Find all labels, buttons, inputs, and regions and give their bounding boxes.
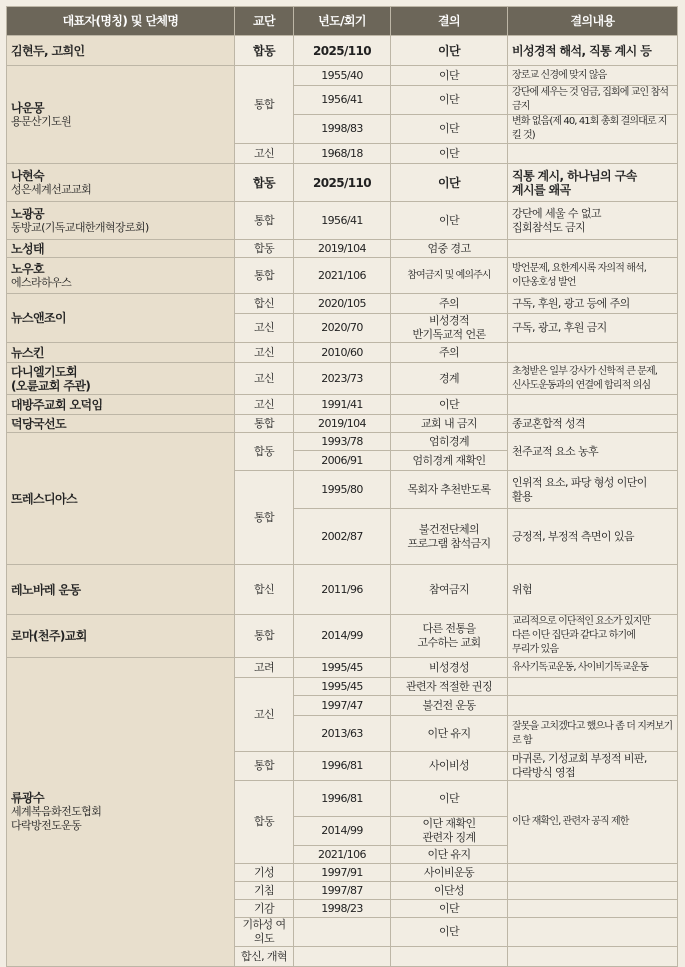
table-row <box>7 395 678 415</box>
table-cell: 2025/110 <box>294 164 391 202</box>
table-row <box>7 343 678 363</box>
table-cell: 고려 <box>235 658 294 678</box>
table-cell: 2010/60 <box>294 343 391 363</box>
cell-line: 김현두, 고희인 <box>11 43 85 58</box>
table-row <box>7 433 678 451</box>
table-cell <box>7 164 235 202</box>
table-cell: 고신 <box>235 395 294 415</box>
table-cell: 2013/63 <box>294 716 391 752</box>
header-resolution: 결의 <box>391 7 508 36</box>
table-cell: 1956/41 <box>294 202 391 240</box>
table-row <box>7 363 678 395</box>
cell-line: 용문산기도원 <box>11 114 72 128</box>
table-row <box>7 36 678 66</box>
table-cell: 1955/40 <box>294 66 391 86</box>
table-cell: 1995/80 <box>294 471 391 509</box>
header-year-session: 년도/회기 <box>294 7 391 36</box>
header-resolution-content: 결의내용 <box>508 7 678 36</box>
cell-line: 반기독교적 언론 <box>412 328 486 341</box>
table-cell: 이단 <box>391 86 508 115</box>
table-cell <box>391 615 508 658</box>
table-cell: 엄히경계 재확인 <box>391 451 508 471</box>
header-row <box>7 7 678 36</box>
table-row <box>7 164 678 202</box>
table-cell: 이단 재확인, 관련자 공직 제한 <box>508 781 678 864</box>
table-cell: 이단 <box>391 66 508 86</box>
table-cell: 이단 <box>391 36 508 66</box>
table-cell: 기성 <box>235 864 294 882</box>
table-cell <box>7 66 235 164</box>
table-cell: 주의 <box>391 343 508 363</box>
table-row <box>7 658 678 678</box>
table-cell: 고신 <box>235 144 294 164</box>
table-cell <box>508 343 678 363</box>
table-cell: 1996/81 <box>294 781 391 817</box>
table-cell: 기침 <box>235 882 294 900</box>
cell-line: 다락방전도운동 <box>11 819 82 832</box>
table-cell: 경계 <box>391 363 508 395</box>
cell-line: 초청받은 일부 강사가 신학적 큰 문제, <box>512 365 658 377</box>
table-cell <box>508 202 678 240</box>
table-row <box>7 294 678 314</box>
cell-line: 대방주교회 오덕임 <box>11 397 103 412</box>
cell-line: 교리적으로 이단적인 요소가 있지만 <box>512 616 651 627</box>
cell-line: 노성태 <box>11 241 44 256</box>
table-cell: 사이비운동 <box>391 864 508 882</box>
cell-line: 노광공 <box>11 206 44 221</box>
cell-line: 불건전단체의 <box>418 522 480 536</box>
table-cell: 위험 <box>508 565 678 615</box>
table-cell: 이단 <box>391 395 508 415</box>
table-cell: 이단 <box>391 781 508 817</box>
table-cell <box>7 294 235 343</box>
cell-line: 비성경적 <box>428 314 470 327</box>
table-cell: 1998/23 <box>294 900 391 918</box>
table-cell <box>7 415 235 433</box>
table-cell: 2011/96 <box>294 565 391 615</box>
table-cell <box>294 918 391 947</box>
cell-line: 마귀론, 기성교회 부정적 비판, <box>512 752 647 765</box>
cell-line: 성은세계선교교회 <box>11 182 92 196</box>
table-cell: 이단 <box>391 115 508 144</box>
cell-line: 레노바레 운동 <box>11 582 81 597</box>
table-cell: 합신 <box>235 565 294 615</box>
table-cell <box>508 882 678 900</box>
table-cell <box>508 471 678 509</box>
table-cell <box>508 900 678 918</box>
cell-line: 방언문제, 요한계시록 자의적 해석, <box>512 262 647 274</box>
table-cell: 1997/47 <box>294 696 391 716</box>
table-cell: 엄히경계 <box>391 433 508 451</box>
cell-line: 다른 전통을 <box>422 622 476 635</box>
table-cell: 1956/41 <box>294 86 391 115</box>
table-cell: 엄중 경고 <box>391 240 508 258</box>
table-cell: 이단 <box>391 144 508 164</box>
table-row <box>7 240 678 258</box>
table-cell: 유사기독교운동, 사이비기독교운동 <box>508 658 678 678</box>
cell-line: 류광수 <box>11 791 44 805</box>
table-cell <box>508 240 678 258</box>
cell-line: 프로그램 참석금지 <box>407 536 491 550</box>
table-cell <box>508 395 678 415</box>
table-cell <box>391 947 508 967</box>
cell-line: 뜨레스디아스 <box>11 491 77 506</box>
cell-line: 로마(천주)교회 <box>11 629 87 643</box>
table-cell: 2006/91 <box>294 451 391 471</box>
table-cell <box>508 918 678 947</box>
table-cell <box>294 947 391 967</box>
table-cell <box>508 363 678 395</box>
table-cell: 이단 유지 <box>391 716 508 752</box>
table-cell <box>7 395 235 415</box>
cell-line: 고수하는 교회 <box>417 636 481 649</box>
table-cell: 2014/99 <box>294 615 391 658</box>
cell-line: (오륜교회 주관) <box>11 378 91 393</box>
table-cell: 합동 <box>235 36 294 66</box>
table-cell: 2021/106 <box>294 846 391 864</box>
table-cell <box>391 817 508 846</box>
table-cell <box>7 565 235 615</box>
cell-line: 이단 재확인 <box>422 817 476 830</box>
table-cell <box>508 615 678 658</box>
table-cell <box>391 314 508 343</box>
cell-line: 나운몽 <box>11 100 44 115</box>
table-cell: 2014/99 <box>294 817 391 846</box>
table-cell <box>508 678 678 696</box>
table-cell: 1995/45 <box>294 678 391 696</box>
table-cell: 통합 <box>235 202 294 240</box>
table-cell <box>7 343 235 363</box>
table-cell: 이단 <box>391 202 508 240</box>
header-name: 대표자(명칭) 및 단체명 <box>7 7 235 36</box>
table-header <box>7 7 678 36</box>
table-cell <box>7 433 235 565</box>
cell-line: 동방교(기독교대한개혁장로회) <box>11 220 149 234</box>
cell-line: 직통 계시, 하나님의 구속 <box>512 168 637 183</box>
table-cell: 2020/70 <box>294 314 391 343</box>
table-cell: 강단에 세우는 것 엄금, 집회에 교인 참석금지 <box>508 86 678 115</box>
table-cell: 기하성 여의도 <box>235 918 294 947</box>
table-cell: 1998/83 <box>294 115 391 144</box>
table-cell: 잘못을 고치겠다고 했으나 좀 더 지켜보기로 함 <box>508 716 678 752</box>
table-row <box>7 565 678 615</box>
table-cell: 1997/87 <box>294 882 391 900</box>
table-cell <box>508 864 678 882</box>
cell-line: 뉴스킨 <box>11 345 44 360</box>
table-cell <box>7 202 235 240</box>
table-cell: 교회 내 금지 <box>391 415 508 433</box>
table-cell: 통합 <box>235 752 294 781</box>
cell-line: 이단옹호성 발언 <box>512 276 576 288</box>
cell-line: 집회참석도 금지 <box>512 220 586 234</box>
table-cell <box>508 947 678 967</box>
table-cell: 2002/87 <box>294 509 391 565</box>
table-cell: 주의 <box>391 294 508 314</box>
table-row <box>7 415 678 433</box>
table-cell: 1991/41 <box>294 395 391 415</box>
cell-line: 신사도운동과의 연결에 합리적 의심 <box>512 379 651 391</box>
table-cell: 천주교적 요소 농후 <box>508 433 678 471</box>
table-cell: 이단 유지 <box>391 846 508 864</box>
table-cell <box>7 258 235 294</box>
cell-line: 계시를 왜곡 <box>512 182 571 197</box>
table-body <box>7 36 678 967</box>
table-cell: 참여금지 및 예의주시 <box>391 258 508 294</box>
table-cell <box>7 615 235 658</box>
table-cell: 고신 <box>235 363 294 395</box>
table-cell <box>391 509 508 565</box>
table-cell <box>7 36 235 66</box>
table-cell: 목회자 추천반도록 <box>391 471 508 509</box>
table-cell: 통합 <box>235 471 294 565</box>
table-cell: 합동 <box>235 433 294 471</box>
table-cell <box>7 240 235 258</box>
table-cell: 고신 <box>235 678 294 752</box>
table-row <box>7 202 678 240</box>
table-cell <box>7 658 235 967</box>
heresy-resolution-table <box>6 6 678 967</box>
cell-line: 인위적 요소, 파당 형성 이단이 <box>512 475 647 489</box>
cell-line: 세계복음화전도협회 <box>11 805 102 818</box>
header-denomination: 교단 <box>235 7 294 36</box>
cell-line: 뉴스앤조이 <box>11 311 66 325</box>
table-row <box>7 258 678 294</box>
table-cell <box>508 696 678 716</box>
table-cell: 합신 <box>235 294 294 314</box>
table-row <box>7 66 678 86</box>
table-cell: 1995/45 <box>294 658 391 678</box>
table-cell: 1996/81 <box>294 752 391 781</box>
cell-line: 강단에 세울 수 없고 <box>512 206 601 220</box>
table-cell: 비성경적 해석, 직통 계시 등 <box>508 36 678 66</box>
cell-line: 무리가 있음 <box>512 644 559 655</box>
cell-line: 노우호 <box>11 261 44 276</box>
table-cell: 2019/104 <box>294 415 391 433</box>
table-cell: 이단성 <box>391 882 508 900</box>
table-cell: 2019/104 <box>294 240 391 258</box>
table-cell: 기감 <box>235 900 294 918</box>
cell-line: 에스라하우스 <box>11 275 72 289</box>
table-cell: 긍정적, 부정적 측면이 있음 <box>508 509 678 565</box>
table-cell: 이단 <box>391 918 508 947</box>
table-cell: 비성경성 <box>391 658 508 678</box>
table-cell <box>508 752 678 781</box>
table-cell: 1993/78 <box>294 433 391 451</box>
table-cell: 통합 <box>235 415 294 433</box>
table-cell: 1968/18 <box>294 144 391 164</box>
cell-line: 활용 <box>512 489 533 503</box>
table-cell <box>508 258 678 294</box>
table-cell <box>508 164 678 202</box>
table-cell: 통합 <box>235 615 294 658</box>
cell-line: 나현숙 <box>11 168 44 183</box>
table-cell: 합동 <box>235 781 294 864</box>
table-cell: 1997/91 <box>294 864 391 882</box>
table-cell: 불건전 운동 <box>391 696 508 716</box>
table-cell: 2020/105 <box>294 294 391 314</box>
table-cell: 사이비성 <box>391 752 508 781</box>
table-cell: 2025/110 <box>294 36 391 66</box>
table-cell: 구독, 후원, 광고 등에 주의 <box>508 294 678 314</box>
cell-line: 다락방식 영접 <box>512 766 576 779</box>
table-cell: 고신 <box>235 314 294 343</box>
table-cell: 합동 <box>235 240 294 258</box>
table-row <box>7 615 678 658</box>
table-cell: 구독, 광고, 후원 금지 <box>508 314 678 343</box>
table-cell: 합동 <box>235 164 294 202</box>
table-cell <box>7 363 235 395</box>
table-cell: 합신, 개혁 <box>235 947 294 967</box>
cell-line: 다른 이단 집단과 같다고 하기에 <box>512 630 635 641</box>
table-cell: 변화 없음(제 40, 41회 총회 결의대로 지킬 것) <box>508 115 678 144</box>
table-cell: 2023/73 <box>294 363 391 395</box>
table-cell: 참여금지 <box>391 565 508 615</box>
cell-line: 관련자 징계 <box>422 831 476 844</box>
table-cell: 이단 <box>391 900 508 918</box>
table-cell: 고신 <box>235 343 294 363</box>
cell-line: 다니엘기도회 <box>11 364 77 379</box>
table-cell: 종교혼합적 성격 <box>508 415 678 433</box>
table-cell: 통합 <box>235 258 294 294</box>
table-cell <box>508 144 678 164</box>
table-cell: 관련자 적절한 권징 <box>391 678 508 696</box>
table-cell: 장로교 신경에 맞지 않음 <box>508 66 678 86</box>
table-cell: 이단 <box>391 164 508 202</box>
table-cell: 2021/106 <box>294 258 391 294</box>
table-cell: 통합 <box>235 66 294 144</box>
cell-line: 덕당국선도 <box>11 416 66 431</box>
